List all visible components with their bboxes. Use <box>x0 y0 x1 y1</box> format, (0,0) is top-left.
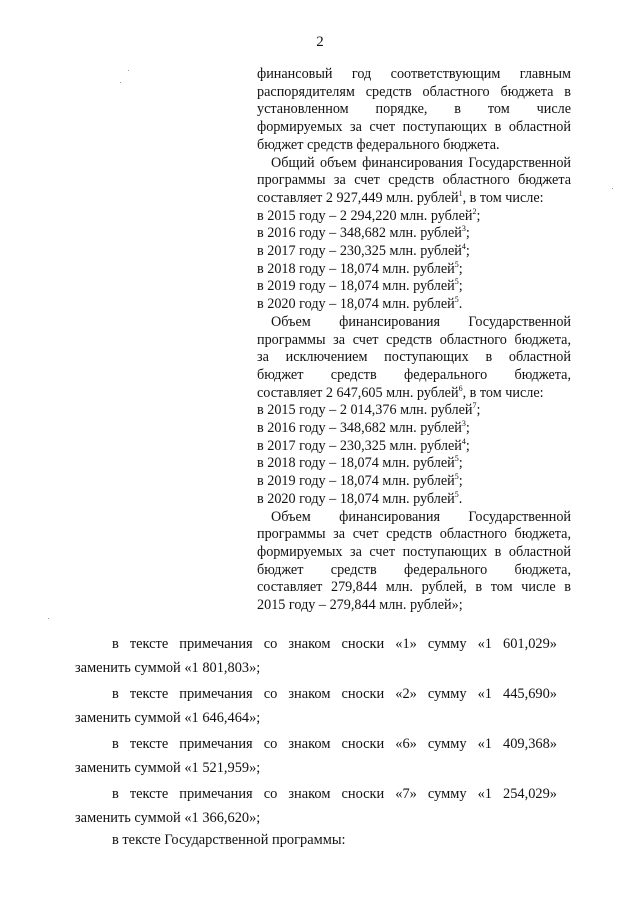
text-line: программы за счет средств областного бюджета, <box>257 331 571 348</box>
year-end: ; <box>465 437 470 454</box>
text-line: бюджет средств федерального бюджета. <box>257 136 500 153</box>
year-text: в 2020 году – 18,074 млн. рублей <box>257 490 455 507</box>
page-number: 2 <box>316 34 324 50</box>
amount-text: составляет 2 647,605 млн. рублей <box>257 384 459 401</box>
year-text: в 2018 году – 18,074 млн. рублей <box>257 455 455 472</box>
scan-speck <box>612 188 613 189</box>
footnote-marker: 6 <box>458 383 463 393</box>
text-line: формируемых за счет поступающих в областной <box>257 543 571 560</box>
closing-line: в тексте Государственной программы: <box>112 832 346 848</box>
year-line <box>257 402 571 420</box>
year-line <box>257 438 571 456</box>
footnote-marker: 4 <box>461 242 466 252</box>
year-text: в 2015 году – 2 014,376 млн. рублей <box>257 402 473 419</box>
amendment-second-line: заменить суммой «1 366,620»; <box>75 810 261 826</box>
year-line <box>257 296 571 314</box>
text-line: бюджет средств федерального бюджета, <box>257 561 571 578</box>
year-line <box>257 261 571 279</box>
year-text: в 2015 году – 2 294,220 млн. рублей <box>257 207 473 224</box>
text-line: Объем финансирования Государственной <box>271 313 571 330</box>
year-text: в 2016 году – 348,682 млн. рублей <box>257 420 462 437</box>
scan-speck <box>128 70 129 71</box>
year-text: в 2017 году – 230,325 млн. рублей <box>257 243 462 260</box>
footnote-marker: 3 <box>461 419 466 429</box>
year-end: ; <box>458 455 463 472</box>
year-text: в 2019 году – 18,074 млн. рублей <box>257 278 455 295</box>
year-line <box>257 473 571 491</box>
amendment-paragraph <box>75 782 557 830</box>
footnote-marker: 1 <box>458 188 463 198</box>
year-end: ; <box>465 243 470 260</box>
excluding-federal-amount-line <box>257 385 571 403</box>
year-end: . <box>458 296 463 313</box>
year-end: ; <box>458 260 463 277</box>
text-line: Объем финансирования Государственной <box>271 508 571 525</box>
footnote-marker: 5 <box>454 454 459 464</box>
text-line: программы за счет средств областного бюджета <box>257 172 571 189</box>
footnote-marker: 5 <box>454 277 459 287</box>
footnote-marker: 5 <box>454 489 459 499</box>
text-line: программы за счет средств областного бюджета, <box>257 526 571 543</box>
year-line <box>257 420 571 438</box>
amendment-first-line: в тексте примечания со знаком сноски «6» сумму «1 409,368» <box>112 736 557 752</box>
amendment-paragraph <box>75 682 557 730</box>
footnote-marker: 2 <box>472 206 477 216</box>
scan-speck <box>48 618 49 619</box>
footnote-marker: 5 <box>454 472 459 482</box>
amendment-first-line: в тексте примечания со знаком сноски «2» сумму «1 445,690» <box>112 686 557 702</box>
year-text: в 2018 году – 18,074 млн. рублей <box>257 260 455 277</box>
year-line <box>257 455 571 473</box>
text-line: за исключением поступающих в областной <box>257 349 571 366</box>
amendment-second-line: заменить суммой «1 521,959»; <box>75 760 261 776</box>
year-line <box>257 243 571 261</box>
year-end: ; <box>465 225 470 242</box>
amendment-paragraph <box>75 632 557 680</box>
year-line <box>257 225 571 243</box>
text-line: формируемых за счет поступающих в областной <box>257 119 571 136</box>
footnote-marker: 3 <box>461 224 466 234</box>
text-line: составляет 279,844 млн. рублей, в том числе в <box>257 579 571 596</box>
text-line: распорядителям средств областного бюджета в <box>257 83 571 100</box>
year-end: ; <box>476 402 481 419</box>
amendment-first-line: в тексте примечания со знаком сноски «7» сумму «1 254,029» <box>112 786 557 802</box>
year-end: ; <box>465 420 470 437</box>
amendment-paragraph <box>75 732 557 780</box>
amount-tail: , в том числе: <box>462 384 544 401</box>
footnote-marker: 5 <box>454 259 459 269</box>
text-line: финансовый год соответствующим главным <box>257 66 571 82</box>
text-line: Общий объем финансирования Государственной <box>271 154 571 171</box>
year-line <box>257 278 571 296</box>
year-text: в 2016 году – 348,682 млн. рублей <box>257 225 462 242</box>
amendment-first-line: в тексте примечания со знаком сноски «1» сумму «1 601,029» <box>112 636 557 652</box>
year-text: в 2017 году – 230,325 млн. рублей <box>257 437 462 454</box>
year-end: . <box>458 490 463 507</box>
year-text: в 2019 году – 18,074 млн. рублей <box>257 473 455 490</box>
text-line: 2015 году – 279,844 млн. рублей»; <box>257 597 463 614</box>
amendment-second-line: заменить суммой «1 646,464»; <box>75 710 261 726</box>
amount-tail: , в том числе: <box>462 189 544 206</box>
footnote-marker: 4 <box>461 436 466 446</box>
year-end: ; <box>458 278 463 295</box>
year-line <box>257 208 571 226</box>
scan-speck <box>120 82 121 83</box>
passport-excerpt <box>257 66 571 615</box>
footnote-marker: 5 <box>454 295 459 305</box>
total-amount-line <box>257 190 571 208</box>
year-text: в 2020 году – 18,074 млн. рублей <box>257 296 455 313</box>
year-end: ; <box>458 473 463 490</box>
year-end: ; <box>476 207 481 224</box>
amendment-second-line: заменить суммой «1 801,803»; <box>75 660 261 676</box>
year-line <box>257 491 571 509</box>
text-line: установленном порядке, в том числе <box>257 101 571 118</box>
footnote-marker: 7 <box>472 401 477 411</box>
amount-text: составляет 2 927,449 млн. рублей <box>257 189 459 206</box>
text-line: бюджет средств федерального бюджета, <box>257 366 571 383</box>
